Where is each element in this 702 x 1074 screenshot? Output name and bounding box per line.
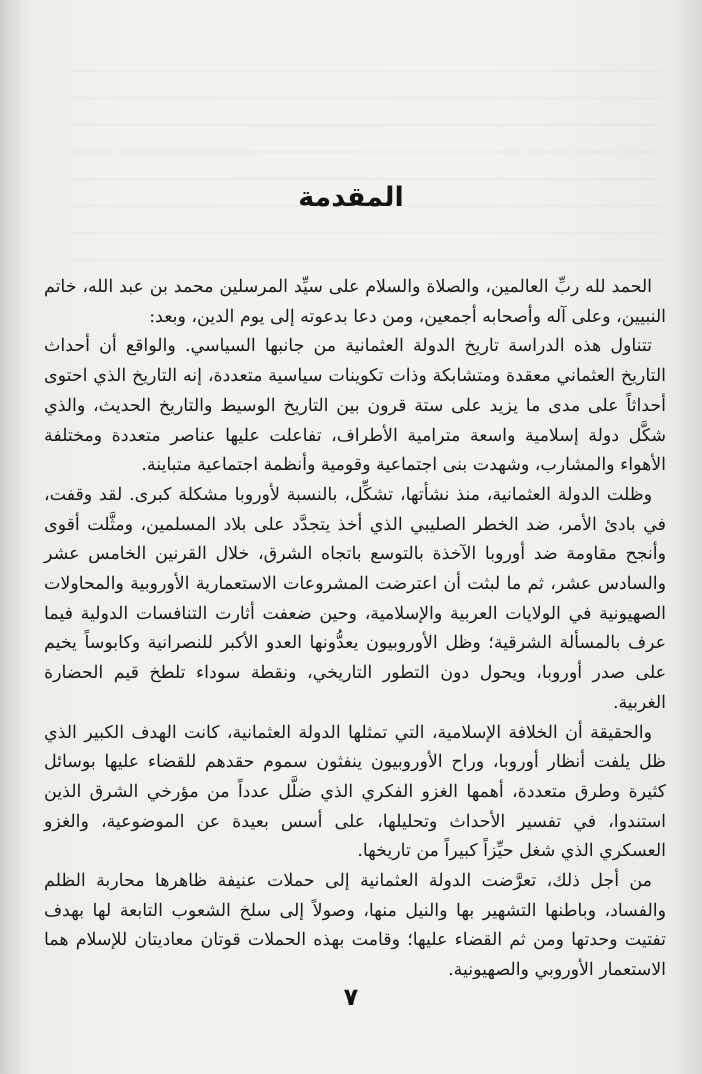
paragraph-campaigns: من أجل ذلك، تعرَّضت الدولة العثمانية إلى حملات عنيفة ظاهرها محاربة الظلم والفساد، وباطنها التشهير بها والنيل منها، وصولاً إلى سلخ الشعوب التابعة لها بهدف تفتيت وحدتها ومن ثم القضاء عليها؛ وقامت بهذه الحملات قوتان معاديتان للإسلام هما الاستعمار الأوروبي والصهيونية. xyxy=(44,871,666,981)
page-edge-shadow xyxy=(672,0,702,1074)
page-number: ٧ xyxy=(343,983,359,1011)
paragraph-caliphate: والحقيقة أن الخلافة الإسلامية، التي تمثلها الدولة العثمانية، كانت الهدف الكبير الذي ظل يلفت أنظار أوروبا، وراح الأوروبيون ينفثون سموم حقدهم للقضاء عليها بوسائل كثيرة وطرق متعددة، أهمها الغزو الفكري الذي ضلَّل عدداً من مؤرخي الشرق الذين استندوا، في تفسير الأحداث وتحليلها، على أسس بعيدة عن الموضوعية، والغزو العسكري الذي شغل حيِّزاً كبيراً من تاريخها. xyxy=(44,722,666,862)
binding-shadow xyxy=(0,0,28,1074)
show-through-text xyxy=(70,70,662,270)
page-title: المقدمة xyxy=(298,182,404,213)
paragraph-history: تتناول هذه الدراسة تاريخ الدولة العثمانية من جانبها السياسي. والواقع أن أحداث التاريخ العثماني معقدة ومتشابكة وذات تكوينات سياسية متعددة، إنه التاريخ الذي احتوى أحداثاً على مدى ما يزيد على ستة قرون بين التاريخ الوسيط والتاريخ الحديث، والذي شكَّل دولة إسلامية واسعة مترامية الأطراف، تفاعلت عليها عناصر متعددة ومختلفة الأهواء والمشارب، وشهدت بنى اجتماعية وقومية وأنظمة اجتماعية متباينة. xyxy=(44,336,666,476)
page-body xyxy=(44,273,666,981)
paragraph-europe: وظلت الدولة العثمانية، منذ نشأتها، تشكِّل، بالنسبة لأوروبا مشكلة كبرى. لقد وقفت، في بادئ الأمر، ضد الخطر الصليبي الذي أخذ يتجدَّد على بلاد المسلمين، ومثَّلت أقوى وأنجح مقاومة ضد أوروبا الآخذة بالتوسع باتجاه الشرق، خلال القرنين الخامس عشر والسادس عشر، ثم ما لبثت أن اعترضت المشروعات الاستعمارية الأوروبية والمحاولات الصهيونية في الولايات العربية والإسلامية، وحين ضعفت أثارت التنافسات الدولية فيما عرف بالمسألة الشرقية؛ وظل الأوروبيون يعدُّونها العدو الأكبر للنصرانية وكابوساً يخيم على صدر أوروبا، ويحول دون التطور التاريخي، ونقطة سوداء تلطخ قيم الحضارة الغربية. xyxy=(44,484,666,713)
paragraph-opening: الحمد لله ربِّ العالمين، والصلاة والسلام على سيِّد المرسلين محمد بن عبد الله، خاتم النبيين، وعلى آله وأصحابه أجمعين، ومن دعا بدعوته إلى يوم الدين، وبعد: xyxy=(44,277,666,327)
